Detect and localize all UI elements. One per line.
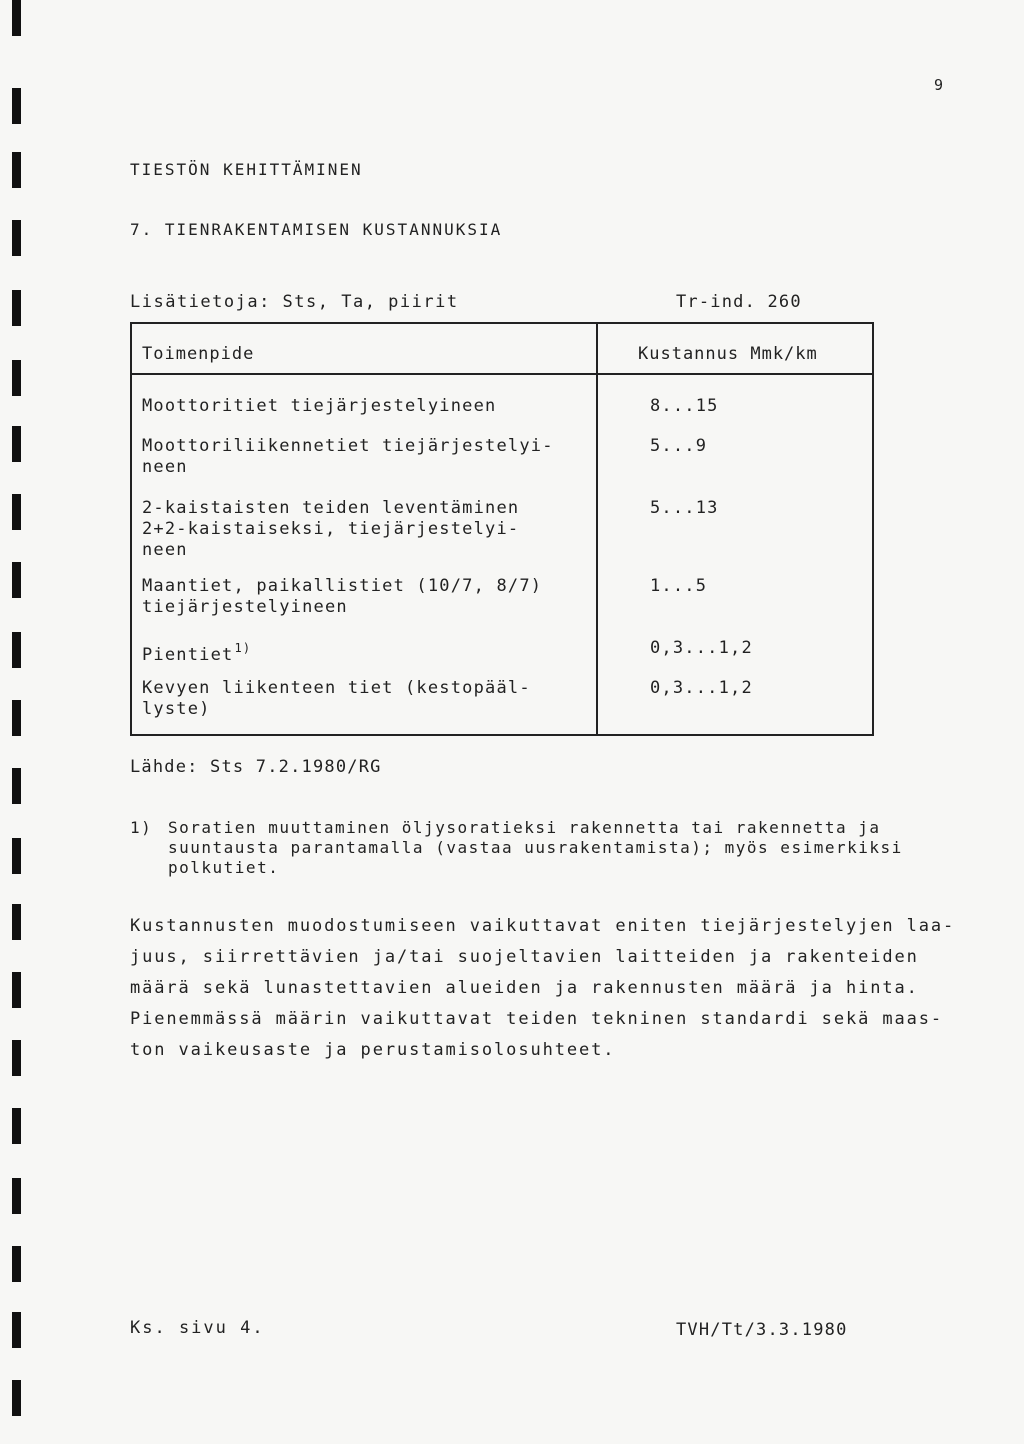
footer-document-id: TVH/Tt/3.3.1980 [676,1320,848,1340]
binding-mark [12,562,21,598]
footer-reference: Ks. sivu 4. [130,1318,265,1338]
row-cost: 5...9 [650,436,708,456]
binding-mark [12,1040,21,1076]
paragraph-line: ton vaikeusaste ja perustamisolosuhteet. [130,1040,616,1060]
binding-mark [12,220,21,256]
cost-table [130,322,874,736]
footnote-text: Soratien muuttaminen öljysoratieksi rakennetta tai rakennetta ja suuntausta parantamalla (vastaa uusrakentamista); myös esimerkiksi polkutiet. [168,818,903,877]
binding-mark [12,152,21,188]
table-column-divider [596,324,598,734]
binding-mark [12,1108,21,1144]
paragraph-line: juus, siirrettävien ja/tai suojeltavien laitteiden ja rakenteiden [130,947,919,967]
binding-mark [12,904,21,940]
cost-index: Tr-ind. 260 [676,292,802,312]
row-action: Kevyen liikenteen tiet (kestopääl- lyste) [142,678,531,719]
binding-mark [12,700,21,736]
info-sources: Lisätietoja: Sts, Ta, piirit [130,292,459,312]
column-header-action: Toimenpide [142,344,255,364]
row-action: Moottoriliikennetiet tiejärjestelyi- neen [142,436,554,477]
table-header-divider [132,373,872,375]
row-cost: 0,3...1,2 [650,638,753,658]
row-cost: 0,3...1,2 [650,678,753,698]
binding-mark [12,88,21,124]
row-action: 2-kaistaisten teiden leventäminen 2+2-kaistaiseksi, tiejärjestelyi- neen [142,498,520,560]
binding-mark [12,838,21,874]
binding-mark [12,426,21,462]
binding-mark [12,768,21,804]
paragraph-line: Pienemmässä määrin vaikuttavat teiden tekninen standardi sekä maas- [130,1009,944,1029]
row-cost: 5...13 [650,498,719,518]
binding-mark [12,1246,21,1282]
binding-marks [0,0,28,1444]
binding-mark [12,1380,21,1416]
row-action: Maantiet, paikallistiet (10/7, 8/7) tiejärjestelyineen [142,576,543,617]
column-header-cost: Kustannus Mmk/km [638,344,818,364]
section-heading: TIESTÖN KEHITTÄMINEN [130,160,363,179]
row-cost: 1...5 [650,576,708,596]
binding-mark [12,290,21,326]
binding-mark [12,972,21,1008]
row-cost: 8...15 [650,396,719,416]
paragraph-line: määrä sekä lunastettavien alueiden ja rakennusten määrä ja hinta. [130,978,919,998]
source-note: Lähde: Sts 7.2.1980/RG [130,757,382,777]
row-action: Pientiet$^{1)}$ [142,641,252,665]
paragraph-line: Kustannusten muodostumiseen vaikuttavat eniten tiejärjestelyjen laa- [130,916,956,936]
footnote-number: 1) [130,818,153,837]
binding-mark [12,1312,21,1348]
page-title: 7. TIENRAKENTAMISEN KUSTANNUKSIA [130,220,503,239]
binding-mark [12,632,21,668]
binding-mark [12,0,21,36]
footnote-ref: 1) [234,641,252,655]
binding-mark [12,1178,21,1214]
page-number: 9 [934,76,945,94]
row-action: Moottoritiet tiejärjestelyineen [142,396,497,416]
binding-mark [12,360,21,396]
binding-mark [12,494,21,530]
